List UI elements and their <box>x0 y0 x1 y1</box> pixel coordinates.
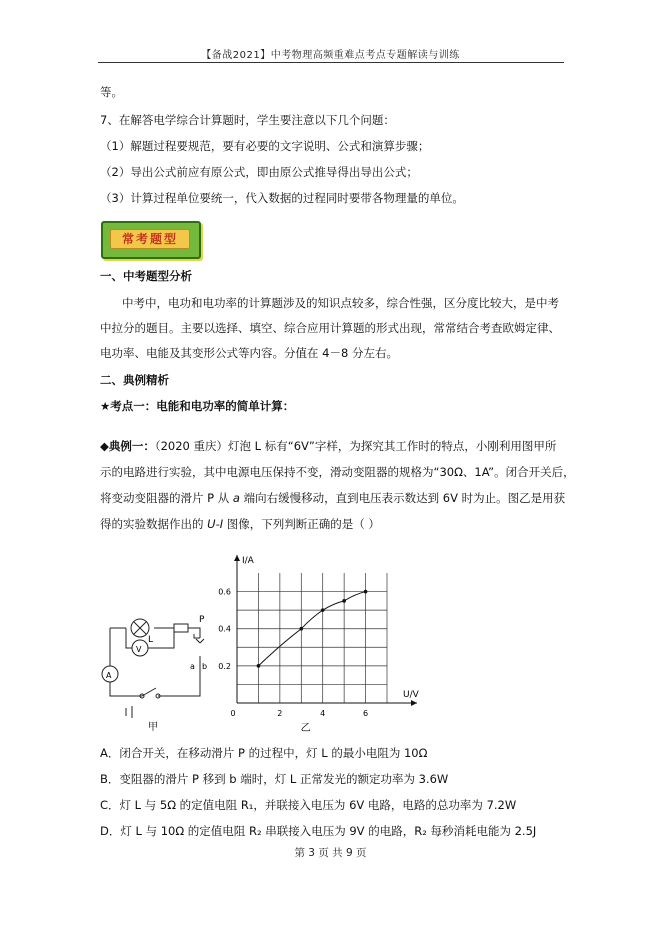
end-b-label: b <box>202 662 208 671</box>
option-a: A．闭合开关，在移动滑片 P 的过程中，灯 L 的最小电阻为 10Ω <box>100 746 428 760</box>
page-header: 【备战2021】中考物理高频重难点考点专题解读与训练 <box>201 50 460 61</box>
origin-label: 0 <box>230 709 236 718</box>
circuit-diagram <box>102 619 204 718</box>
x-axis-label: U/V <box>403 690 419 700</box>
option-c: C．灯 L 与 5Ω 的定值电阻 R₁，并联接入电压为 6V 电路，电路的总功率为 7.2W <box>100 798 517 812</box>
voltmeter-label: V <box>136 645 142 654</box>
y-tick-label: 0.4 <box>218 624 231 634</box>
example-line: 示的电路进行实验，其中电源电压保持不变，滑动变阻器的规格为“30Ω、1A”。闭合开关后， <box>100 465 575 479</box>
figure <box>96 548 436 742</box>
example-lead: ◆典例一： <box>100 439 155 453</box>
section-banner <box>101 221 201 259</box>
example-line <box>100 438 556 454</box>
point-heading: ★考点一：电能和电功率的简单计算： <box>100 399 295 413</box>
x-tick-label: 2 <box>277 709 283 718</box>
banner-label: 常考题型 <box>110 229 190 249</box>
x-tick-label: 4 <box>320 709 326 718</box>
text-line: 7、在解答电学综合计算题时，学生要注意以下几个问题： <box>100 113 395 127</box>
wire <box>194 634 200 638</box>
ammeter-label: A <box>106 671 112 680</box>
x-tick-label: 6 <box>363 709 369 718</box>
example-var: a <box>232 491 240 505</box>
option-b: B．变阻器的滑片 P 移到 b 端时，灯 L 正常发光的额定功率为 3.6W <box>100 772 449 786</box>
text-line: （1）解题过程要规范，要有必要的文字说明、公式和演算步骤； <box>100 139 430 153</box>
example-text: 图像，下列判断正确的是（ ） <box>223 517 380 531</box>
rheostat-icon <box>174 624 188 632</box>
example-text: （2020 重庆）灯泡 L 标有“6V”字样，为探究其工作时的特点，小刚利用图甲所 <box>154 439 557 453</box>
lamp-cross <box>134 622 146 634</box>
y-tick-label: 0.6 <box>218 587 231 597</box>
example-line <box>100 516 380 532</box>
example-text: 端向右缓慢移动，直到电压表示数达到 6V 时为止。图乙是用获 <box>239 491 566 505</box>
lamp-label: L <box>148 635 154 645</box>
text-line: （3）计算过程单位要统一，代入数据的过程同时要带各物理量的单位。 <box>100 191 464 205</box>
section-title: 一、中考题型分析 <box>100 269 192 283</box>
end-a-label: a <box>190 662 195 671</box>
header-rule <box>98 62 564 63</box>
circuit-caption: 甲 <box>148 722 158 733</box>
chart-caption: 乙 <box>300 723 311 734</box>
page-footer: 第 3 页 共 9 页 <box>294 847 367 859</box>
switch-lever <box>142 688 156 696</box>
y-axis-arrow <box>234 555 240 561</box>
slider-label: P <box>199 615 205 625</box>
section-title: 二、典例精析 <box>100 373 169 387</box>
text-line: 等。 <box>100 85 123 99</box>
example-line <box>100 490 565 506</box>
y-axis-label: I/A <box>242 556 254 566</box>
paragraph-line: 中拉分的题目。主要以选择、填空、综合应用计算题的形式出现，常常结合考查欧姆定律、 <box>100 321 560 335</box>
paragraph-line: 电功率、电能及其变形公式等内容。分值在 4－8 分左右。 <box>100 346 398 360</box>
iu-chart <box>218 555 419 734</box>
example-text: 将变动变阻器的滑片 P 从 <box>100 491 233 505</box>
data-point <box>257 664 261 668</box>
figure-svg <box>96 548 436 738</box>
y-tick-label: 0.2 <box>218 661 231 671</box>
data-point <box>321 608 325 612</box>
example-var: U-I <box>207 517 224 531</box>
data-point <box>342 599 346 603</box>
data-point <box>299 627 303 631</box>
text-line: （2）导出公式前应有原公式，即由原公式推导得出导出公式； <box>100 165 418 179</box>
option-d: D．灯 L 与 10Ω 的定值电阻 R₂ 串联接入电压为 9V 的电路，R₂ 每秒消耗电能为 2.5J <box>100 824 537 838</box>
paragraph-line: 中考中，电功和电功率的计算题涉及的知识点较多，综合性强，区分度比较大，是中考 <box>122 296 559 310</box>
x-axis-arrow <box>411 700 417 706</box>
battery-icon <box>126 706 132 718</box>
data-point <box>364 590 368 594</box>
example-text: 得的实验数据作出的 <box>100 517 208 531</box>
slider-arrow <box>196 639 204 643</box>
